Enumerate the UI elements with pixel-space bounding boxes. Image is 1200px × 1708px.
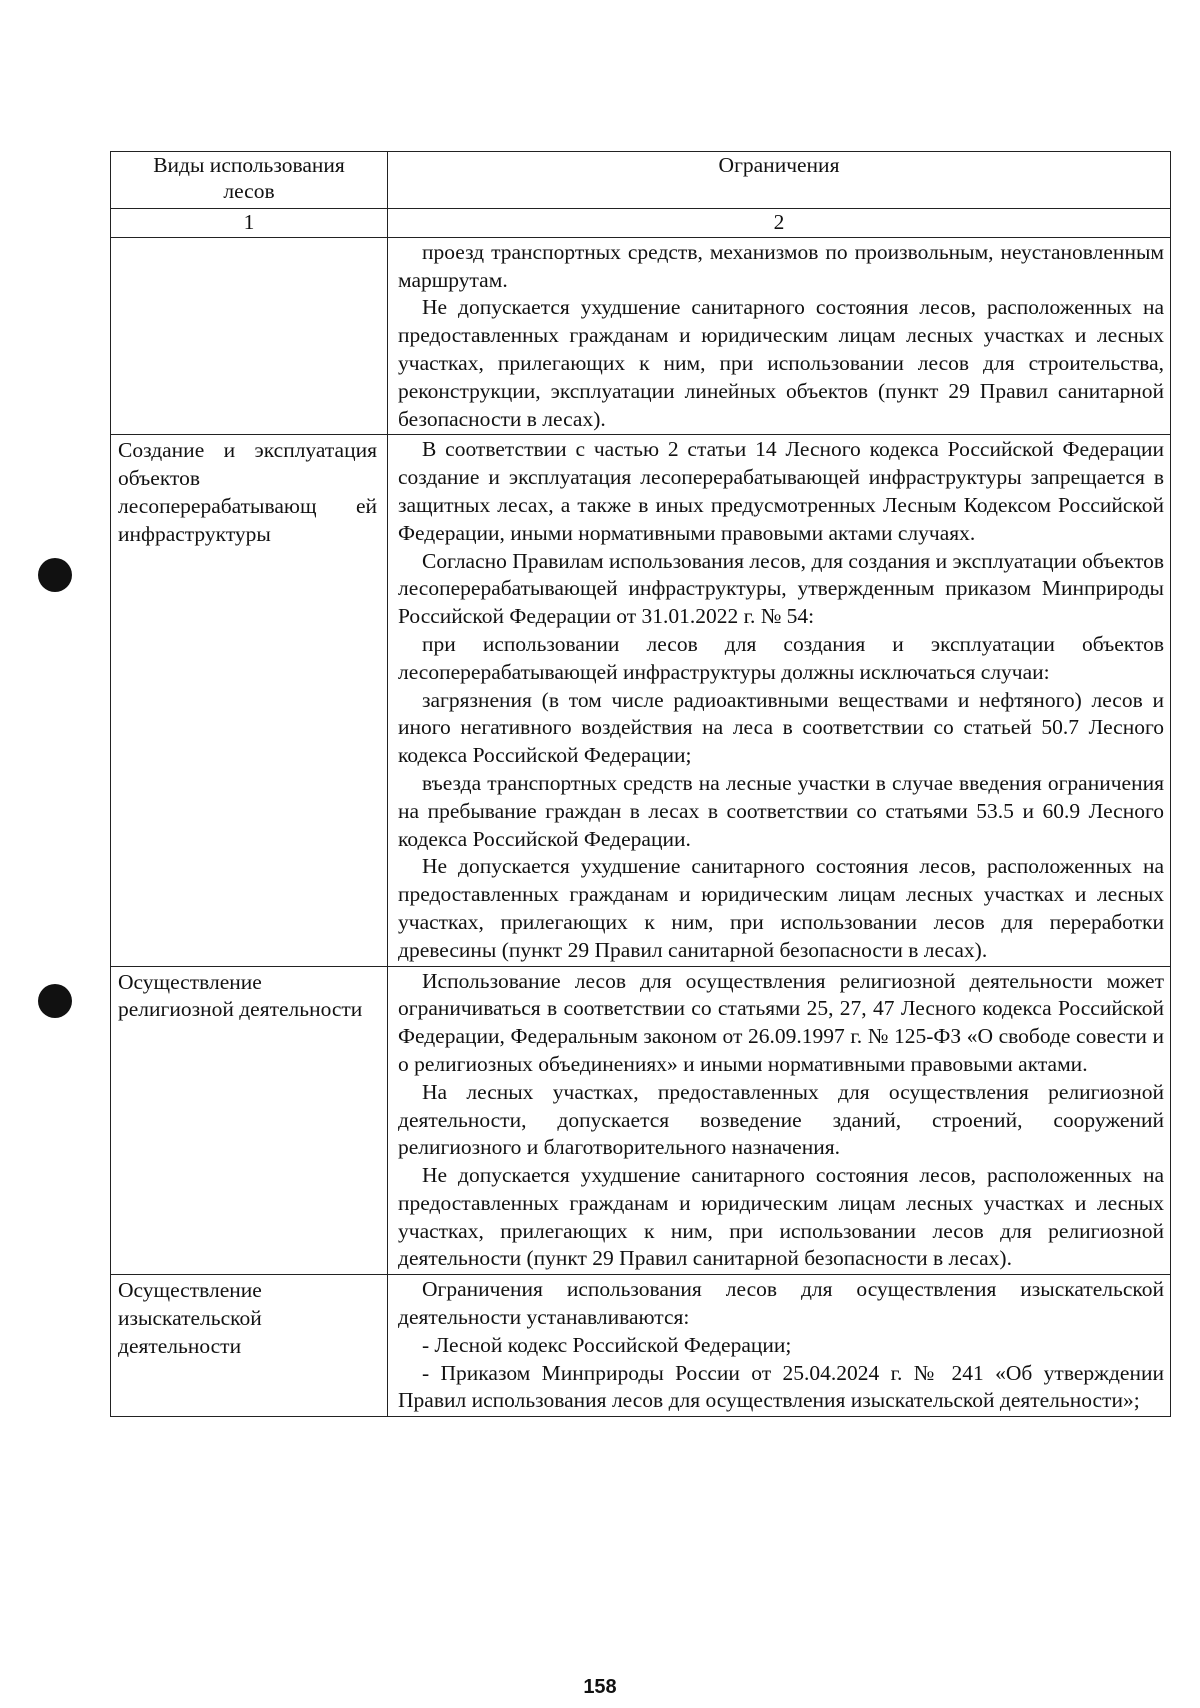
restriction-paragraph: В соответствии с частью 2 статьи 14 Лесного кодекса Российской Федерации создание и эксплуатация лесоперерабатывающей инфраструктуры запрещается в защитных лесах, а также в иных предусмотренных Лесным Кодексом Российской Федерации, иными нормативными правовыми актами случаях. <box>398 437 1164 545</box>
page-number: 158 <box>583 1676 617 1698</box>
use-type-cell <box>111 237 388 435</box>
use-type-label: Осуществление изыскательской деятельности <box>118 1278 262 1358</box>
restriction-paragraph: загрязнения (в том числе радиоактивными веществами и нефтяного) лесов и иного негативного воздействия на леса в соответствии со статьей 50.7 Лесного кодекса Российской Федерации; <box>398 687 1164 768</box>
restrictions-cell <box>388 435 1171 966</box>
column-number-2: 2 <box>388 209 1171 238</box>
restriction-paragraph: Использование лесов для осуществления религиозной деятельности может ограничиваться в соответствии со статьями 25, 27, 47 Лесного кодекса Российской Федерации, Федеральным законом от 26.09.1997 г. № 125-ФЗ «О свободе совести и о религиозных объединениях» и иными нормативными правовыми актами. <box>398 968 1164 1076</box>
restriction-paragraph: Не допускается ухудшение санитарного состояния лесов, расположенных на предоставленных гражданам и юридическим лицам лесных участках и лесных участках, прилегающих к ним, при использовании лесов для строительства, реконструкции, эксплуатации линейных объектов (пункт 29 Правил санитарной безопасности в лесах). <box>398 295 1164 431</box>
table-header-row <box>111 152 1171 209</box>
restriction-paragraph: Не допускается ухудшение санитарного состояния лесов, расположенных на предоставленных гражданам и юридическим лицам лесных участках и лесных участках, прилегающих к ним, при использовании лесов для переработки древесины (пункт 29 Правил санитарной безопасности в лесах). <box>398 854 1164 962</box>
restrictions-cell <box>388 1275 1171 1417</box>
restriction-paragraph: Согласно Правилам использования лесов, для создания и эксплуатации объектов лесоперерабатывающей инфраструктуры, утвержденным приказом Минприроды Российской Федерации от 31.01.2022 г. № 54: <box>398 548 1164 629</box>
restriction-paragraph: - Приказом Минприроды России от 25.04.2024 г. № 241 «Об утверждении Правил использования лесов для осуществления изыскательской деятельности»; <box>398 1360 1164 1413</box>
restrictions-cell <box>388 966 1171 1275</box>
restrictions-cell <box>388 237 1171 435</box>
use-type-label: Создание и эксплуатация объектов лесоперерабатывающ ей инфраструктуры <box>118 438 377 546</box>
table-row <box>111 1275 1171 1417</box>
use-type-label <box>111 238 387 240</box>
table-row <box>111 966 1171 1275</box>
restriction-paragraph: На лесных участках, предоставленных для осуществления религиозной деятельности, допускается возведение зданий, строений, сооружений религиозного и благотворительного назначения. <box>398 1079 1164 1160</box>
restriction-paragraph: при использовании лесов для создания и эксплуатации объектов лесоперерабатывающей инфраструктуры должны исключаться случаи: <box>398 631 1164 684</box>
forest-use-restrictions-table <box>110 151 1171 1417</box>
hole-punch-mark <box>38 558 72 592</box>
table-column-numbers-row <box>111 209 1171 238</box>
restriction-paragraph: проезд транспортных средств, механизмов по произвольным, неустановленным маршрутам. <box>398 239 1164 292</box>
restriction-paragraph: - Лесной кодекс Российской Федерации; <box>422 1332 792 1357</box>
header-col2: Ограничения <box>388 152 1171 209</box>
use-type-cell <box>111 435 388 966</box>
restriction-paragraph: въезда транспортных средств на лесные участки в случае введения ограничения на пребывание граждан в лесах в соответствии со статьями 53.5 и 60.9 Лесного кодекса Российской Федерации. <box>398 770 1164 851</box>
table-row <box>111 435 1171 966</box>
use-type-cell <box>111 966 388 1275</box>
header-col1: Виды использования лесов <box>111 152 388 209</box>
use-type-cell <box>111 1275 388 1417</box>
use-type-label: Осуществление религиозной деятельности <box>118 969 363 1022</box>
restriction-paragraph: Не допускается ухудшение санитарного состояния лесов, расположенных на предоставленных гражданам и юридическим лицам лесных участках и лесных участках, прилегающих к ним, при использовании лесов для религиозной деятельности (пункт 29 Правил санитарной безопасности в лесах). <box>398 1163 1164 1271</box>
hole-punch-mark <box>38 984 72 1018</box>
restriction-paragraph: Ограничения использования лесов для осуществления изыскательской деятельности устанавливаются: <box>398 1277 1164 1330</box>
table-row <box>111 237 1171 435</box>
column-number-1: 1 <box>111 209 388 238</box>
